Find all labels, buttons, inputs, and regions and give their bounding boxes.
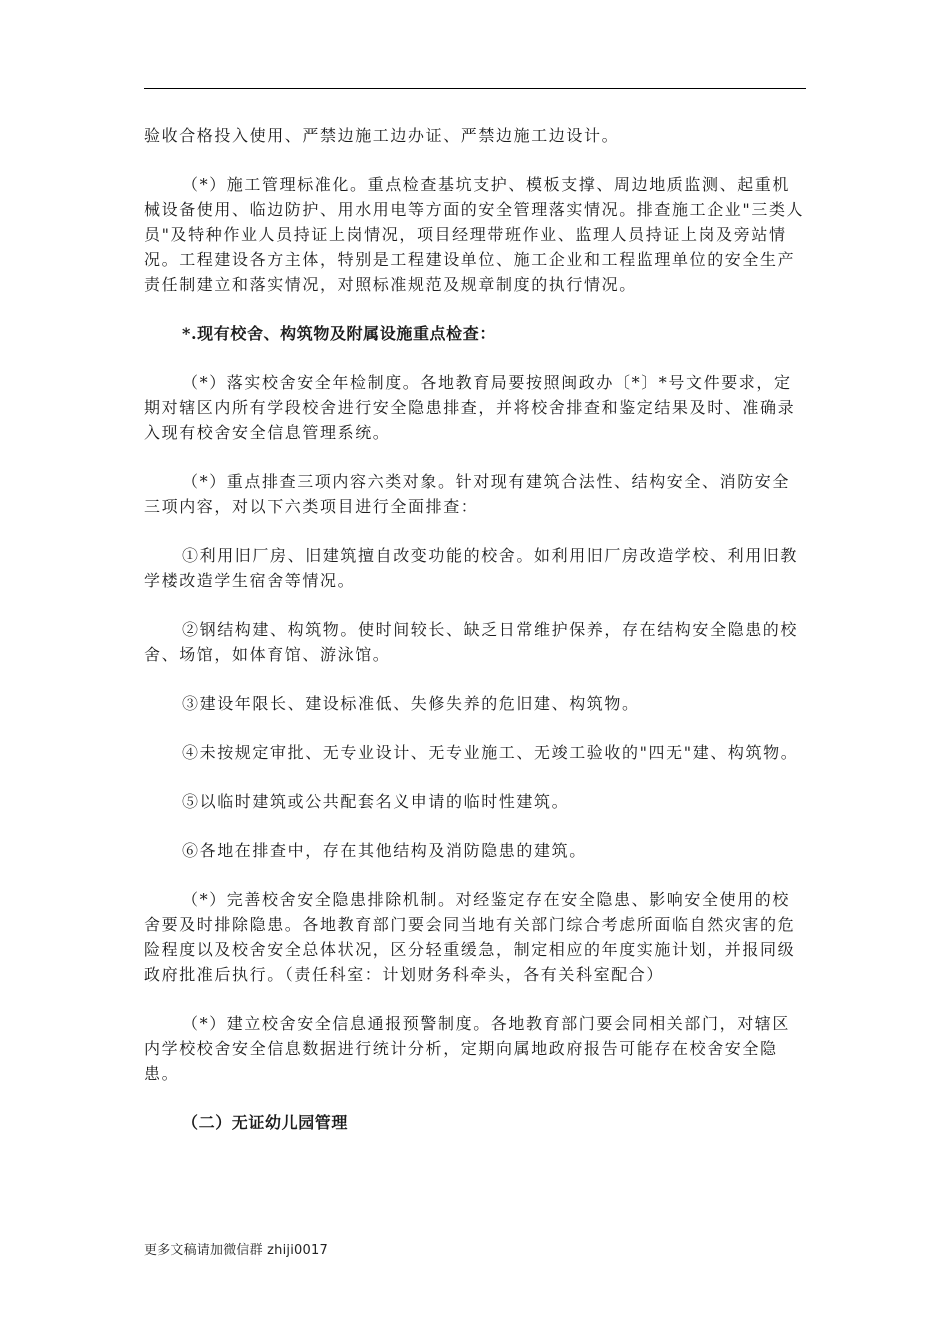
paragraph: （*）建立校舍安全信息通报预警制度。各地教育部门要会同相关部门，对辖区内学校校舍安全信息数据进行统计分析，定期向属地政府报告可能存在校舍安全隐患。: [144, 1014, 791, 1083]
paragraph: 验收合格投入使用、严禁边施工边办证、严禁边施工边设计。: [144, 126, 620, 145]
paragraph: （*）重点排查三项内容六类对象。针对现有建筑合法性、结构安全、消防安全三项内容，对以下六类项目进行全面排查：: [144, 472, 791, 516]
list-item: ⑥各地在排查中，存在其他结构及消防隐患的建筑。: [182, 841, 587, 860]
list-item: ⑤以临时建筑或公共配套名义申请的临时性建筑。: [182, 792, 570, 811]
section-heading: *.现有校舍、构筑物及附属设施重点检查：: [182, 324, 496, 343]
header-rule: [144, 88, 806, 89]
paragraph: （*）施工管理标准化。重点检查基坑支护、模板支撑、周边地质监测、起重机械设备使用、临边防护、用水用电等方面的安全管理落实情况。排查施工企业"三类人员"及特种作业人员持证上岗情况，项目经理带班作业、监理人员持证上岗及旁站情况。工程建设各方主体，特别是工程建设单位、施工企业和工程监理单位的安全生产责任制建立和落实情况，对照标准规范及规章制度的执行情况。: [144, 175, 805, 294]
paragraph: （*）落实校舍安全年检制度。各地教育局要按照闽政办〔*〕*号文件要求，定期对辖区内所有学段校舍进行安全隐患排查，并将校舍排查和鉴定结果及时、准确录入现有校舍安全信息管理系统。: [144, 373, 796, 442]
list-item: ②钢结构建、构筑物。使时间较长、缺乏日常维护保养，存在结构安全隐患的校舍、场馆，如体育馆、游泳馆。: [144, 620, 799, 664]
list-item: ④未按规定审批、无专业设计、无专业施工、无竣工验收的"四无"建、构筑物。: [182, 743, 799, 762]
footer-note: 更多文稿请加微信群 zhiji0017: [144, 1243, 328, 1258]
section-heading: （二）无证幼儿园管理: [182, 1113, 349, 1132]
list-item: ①利用旧厂房、旧建筑擅自改变功能的校舍。如利用旧厂房改造学校、利用旧教学楼改造学生宿舍等情况。: [144, 546, 799, 590]
paragraph: （*）完善校舍安全隐患排除机制。对经鉴定存在安全隐患、影响安全使用的校舍要及时排除隐患。各地教育部门要会同当地有关部门综合考虑所面临自然灾害的危险程度以及校舍安全总体状况，区分轻重缓急，制定相应的年度实施计划，并报同级政府批准后执行。（责任科室：计划财务科牵头，各有关科室配合）: [144, 890, 796, 984]
document-body: [144, 123, 806, 1135]
list-item: ③建设年限长、建设标准低、失修失养的危旧建、构筑物。: [182, 694, 640, 713]
